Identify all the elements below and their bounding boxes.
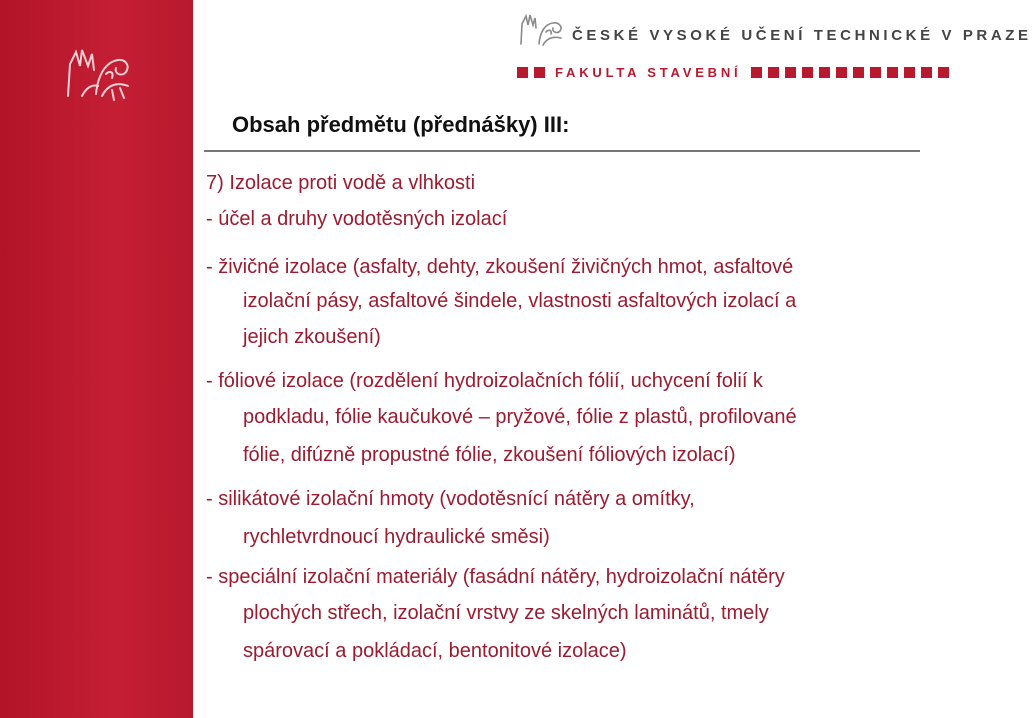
faculty-bar [517, 63, 955, 81]
cvut-emblem-icon [517, 12, 569, 48]
bullet-line: - speciální izolační materiály (fasádní nátěry, hydroizolační nátěry [206, 566, 785, 588]
square-marker [785, 67, 796, 78]
square-marker [751, 67, 762, 78]
cvut-lion-logo-icon [62, 44, 134, 102]
continuation-line: izolační pásy, asfaltové šindele, vlastnosti asfaltových izolací a [243, 290, 797, 312]
bullet-line: - silikátové izolační hmoty (vodotěsnící nátěry a omítky, [206, 488, 695, 510]
continuation-line: jejich zkoušení) [243, 326, 381, 348]
square-marker [921, 67, 932, 78]
continuation-line: plochých střech, izolační vrstvy ze skelných laminátů, tmely [243, 602, 769, 624]
faculty-name: FAKULTA STAVEBNÍ [555, 64, 742, 80]
square-marker [904, 67, 915, 78]
square-marker [802, 67, 813, 78]
heading-line: 7) Izolace proti vodě a vlhkosti [206, 172, 476, 194]
bullet-line: - účel a druhy vodotěsných izolací [206, 208, 508, 230]
square-marker [517, 67, 528, 78]
slide-content [204, 106, 922, 718]
continuation-line: fólie, difúzně propustné fólie, zkoušení fóliových izolací) [243, 444, 736, 466]
continuation-line: rychletvrdnoucí hydraulické směsi) [243, 526, 550, 548]
square-marker [819, 67, 830, 78]
continuation-line: podkladu, fólie kaučukové – pryžové, fólie z plastů, profilované [243, 406, 797, 428]
slide-title: Obsah předmětu (přednášky) III: [232, 112, 570, 137]
red-sidebar [0, 0, 193, 718]
square-marker [768, 67, 779, 78]
square-marker [870, 67, 881, 78]
title-divider [204, 150, 920, 152]
square-marker [836, 67, 847, 78]
square-marker [534, 67, 545, 78]
square-marker [938, 67, 949, 78]
square-marker [853, 67, 864, 78]
square-marker [887, 67, 898, 78]
bullet-line: - živičné izolace (asfalty, dehty, zkoušení živičných hmot, asfaltové [206, 256, 794, 278]
bullet-line: - fóliové izolace (rozdělení hydroizolačních fólií, uchycení folií k [206, 370, 763, 392]
continuation-line: spárovací a pokládací, bentonitové izolace) [243, 640, 627, 662]
university-name: ČESKÉ VYSOKÉ UČENÍ TECHNICKÉ V PRAZE [572, 27, 1032, 44]
